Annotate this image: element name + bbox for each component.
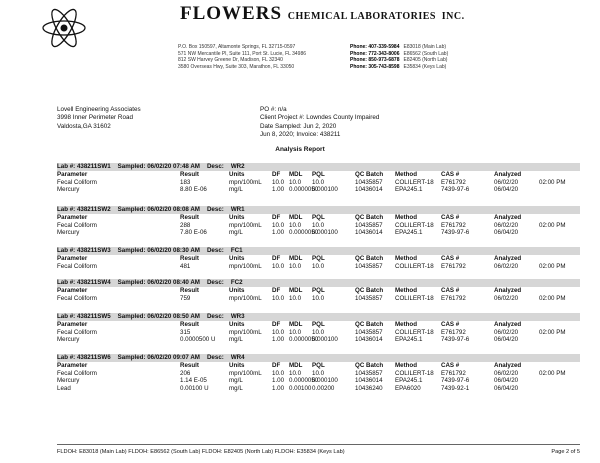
sampled-time: Sampled: 06/02/20 07:48 AM [117, 163, 200, 170]
table-cell: mpn/100mL [229, 328, 262, 336]
column-header: Units [229, 362, 245, 369]
column-header: Analyzed [494, 362, 522, 369]
project-info [260, 106, 379, 139]
table-cell: 10435857 [355, 328, 383, 336]
table-cell: 02:00 PM [539, 178, 566, 186]
column-header: Units [229, 321, 245, 328]
column-header: MDL [289, 214, 303, 221]
table-cell: 10435857 [355, 369, 383, 377]
column-header: PQL [312, 287, 325, 294]
column-header: QC Batch [355, 255, 384, 262]
table-cell: 1.14 E-05 [180, 377, 207, 384]
table-cell: E761792 [441, 178, 466, 186]
column-header: MDL [289, 255, 303, 262]
table-cell: 10.0 [272, 294, 285, 302]
table-cell: 315 [180, 328, 191, 336]
column-header: Result [180, 214, 199, 221]
table-cell: mpn/100mL [229, 369, 262, 377]
client-street: 3998 Inner Perimeter Road [57, 114, 133, 122]
sample-block [57, 163, 580, 194]
lab-number: Lab #: 438211SW3 [57, 247, 111, 254]
table-cell: mg/L [229, 186, 243, 193]
table-cell: 0.00100 U [180, 384, 209, 392]
table-cell: 02:00 PM [539, 328, 566, 336]
table-cell: 06/04/20 [494, 384, 519, 392]
table-cell: E761792 [441, 262, 466, 270]
table-cell: EPA245.1 [395, 336, 423, 343]
sample-block [57, 247, 580, 270]
table-cell: 288 [180, 221, 191, 229]
table-cell: 1.00 [272, 186, 285, 193]
column-header: QC Batch [355, 214, 384, 221]
table-cell: 7439-92-1 [441, 384, 470, 392]
lab-number: Lab #: 438211SW6 [57, 354, 111, 361]
table-cell: 10436014 [355, 186, 383, 193]
table-cell: Fecal Coliform [57, 262, 97, 270]
table-cell: COLILERT-18 [395, 262, 434, 270]
column-header: MDL [289, 362, 303, 369]
lab-number: Lab #: 438211SW4 [57, 279, 111, 286]
address-line: 571 NW Mercantile Pl, Suite 111, Port St. Lucie, FL 34986 [178, 50, 307, 57]
column-header: DF [272, 287, 281, 294]
table-cell: 7439-97-6 [441, 336, 470, 343]
desc-value: FC1 [230, 247, 243, 254]
table-cell: 1.00 [272, 377, 285, 384]
table-cell: 10.0 [272, 328, 285, 336]
sample-header [57, 247, 580, 255]
table-cell: 10436014 [355, 229, 383, 236]
table-cell: 0.0000050 [289, 186, 319, 193]
column-header: MDL [289, 287, 303, 294]
column-header: DF [272, 321, 281, 328]
desc-label: Desc: [206, 206, 224, 213]
table-cell: 10.0 [312, 178, 325, 186]
client-address [57, 106, 141, 131]
table-cell: Mercury [57, 229, 80, 236]
column-header: Parameter [57, 214, 88, 221]
column-header: PQL [312, 321, 325, 328]
table-row [57, 295, 580, 303]
table-cell: 0.000100 [312, 377, 338, 384]
footer-divider [57, 444, 580, 445]
table-cell: 06/02/20 [494, 262, 519, 270]
table-cell: 0.00200 [312, 384, 335, 392]
address-line: P.O. Box 150597, Altamonte Springs, FL 32715-0597 [178, 44, 296, 50]
column-header: DF [272, 171, 281, 178]
column-header-row [57, 287, 580, 295]
table-row [57, 336, 580, 344]
column-header: Analyzed [494, 171, 522, 178]
column-header: Parameter [57, 321, 88, 328]
column-header: QC Batch [355, 321, 384, 328]
column-header: Method [395, 287, 417, 294]
table-cell: 06/02/20 [494, 294, 519, 302]
table-cell: EPA245.1 [395, 229, 423, 236]
column-header: Units [229, 171, 245, 178]
table-cell: mg/L [229, 336, 243, 343]
column-header-row [57, 171, 580, 179]
footer-labs: FLDOH: E83018 (Main Lab) FLDOH: E86562 (South Lab) FLDOH: E82405 (North Lab) FLDOH: E35834 (Keys Lab) [57, 449, 345, 455]
table-cell: 10.0 [272, 178, 285, 186]
table-cell: EPA245.1 [395, 186, 423, 193]
table-cell: mpn/100mL [229, 221, 262, 229]
column-header: Units [229, 214, 245, 221]
desc-label: Desc: [206, 247, 224, 254]
page-number: Page 2 of 5 [551, 449, 580, 455]
table-cell: 0.0000050 [289, 229, 319, 236]
column-header: CAS # [441, 362, 460, 369]
table-cell: 759 [180, 294, 191, 302]
table-cell: mpn/100mL [229, 262, 262, 270]
column-header-row [57, 362, 580, 370]
table-cell: COLILERT-18 [395, 369, 434, 377]
table-cell: 10.0 [312, 262, 325, 270]
column-header-row [57, 321, 580, 329]
table-cell: E761792 [441, 328, 466, 336]
table-row [57, 385, 580, 393]
table-cell: 10.0 [312, 369, 325, 377]
table-row [57, 179, 580, 187]
table-cell: 06/04/20 [494, 186, 519, 193]
table-cell: 10.0 [272, 369, 285, 377]
column-header: Result [180, 362, 199, 369]
table-cell: COLILERT-18 [395, 328, 434, 336]
table-cell: 10.0 [289, 294, 302, 302]
column-header: Parameter [57, 171, 88, 178]
column-header: PQL [312, 214, 325, 221]
table-row [57, 263, 580, 271]
table-cell: Fecal Coliform [57, 294, 97, 302]
column-header: PQL [312, 362, 325, 369]
column-header: CAS # [441, 171, 460, 178]
sampled-time: Sampled: 06/02/20 08:30 AM [117, 247, 200, 254]
sample-header [57, 279, 580, 287]
table-cell: 10435857 [355, 294, 383, 302]
table-cell: 10.0 [289, 221, 302, 229]
phone-line: Phone: 407-339-5984 E83018 (Main Lab) [350, 44, 447, 50]
table-cell: 02:00 PM [539, 221, 566, 229]
column-header: Parameter [57, 255, 88, 262]
table-cell: 10.0 [272, 262, 285, 270]
column-header-row [57, 214, 580, 222]
table-cell: 10.0 [289, 178, 302, 186]
sample-block [57, 206, 580, 237]
table-cell: EPA245.1 [395, 377, 423, 384]
sample-header [57, 313, 580, 321]
table-cell: Fecal Coliform [57, 369, 97, 377]
table-cell: 10436014 [355, 377, 383, 384]
table-cell: 10.0 [289, 328, 302, 336]
column-header: Parameter [57, 287, 88, 294]
phone-line: Phone: 305-743-8598 E35834 (Keys Lab) [350, 63, 447, 70]
phone-line: Phone: 772-343-8006 E86562 (South Lab) [350, 50, 449, 57]
table-cell: 7.80 E-06 [180, 229, 207, 236]
table-cell: 0.000100 [312, 336, 338, 343]
column-header: DF [272, 214, 281, 221]
table-cell: 7439-97-6 [441, 186, 470, 193]
table-cell: 10.0 [289, 262, 302, 270]
table-row [57, 186, 580, 194]
column-header: Result [180, 255, 199, 262]
desc-value: WR3 [230, 313, 245, 320]
table-row [57, 377, 580, 385]
table-cell: 06/02/20 [494, 221, 519, 229]
table-cell: 206 [180, 369, 191, 377]
column-header: Result [180, 287, 199, 294]
column-header: MDL [289, 171, 303, 178]
table-cell: 06/02/20 [494, 328, 519, 336]
desc-value: WR2 [230, 163, 245, 170]
column-header: Parameter [57, 362, 88, 369]
column-header: Method [395, 362, 417, 369]
table-cell: 8.80 E-06 [180, 186, 207, 193]
desc-label: Desc: [206, 279, 224, 286]
table-cell: 10.0 [289, 369, 302, 377]
table-row [57, 370, 580, 378]
table-row [57, 222, 580, 230]
table-cell: Mercury [57, 186, 80, 193]
table-cell: 7439-97-6 [441, 377, 470, 384]
lab-number: Lab #: 438211SW5 [57, 313, 111, 320]
client-city: Valdosta,GA 31602 [57, 122, 111, 130]
phone-line: Phone: 850-973-6878 E82405 (North Lab) [350, 57, 448, 64]
column-header: PQL [312, 171, 325, 178]
company-phones [350, 44, 448, 70]
table-cell: mpn/100mL [229, 178, 262, 186]
table-cell: 183 [180, 178, 191, 186]
table-cell: 06/04/20 [494, 336, 519, 343]
table-cell: 10.0 [312, 328, 325, 336]
table-cell: EPA6020 [395, 384, 421, 392]
column-header: QC Batch [355, 171, 384, 178]
company-logo [40, 6, 88, 50]
company-name: FLOWERS CHEMICAL LABORATORIES INC. [180, 3, 465, 24]
table-cell: 06/04/20 [494, 229, 519, 236]
sampled-time: Sampled: 06/02/20 09:07 AM [117, 354, 200, 361]
table-cell: 10436014 [355, 336, 383, 343]
table-cell: Fecal Coliform [57, 221, 97, 229]
client-project: Client Project #: Lowndes County Impaired [260, 114, 380, 122]
table-cell: 06/02/20 [494, 178, 519, 186]
address-line: 812 SW Harvey Greene Dr, Madison, FL 32340 [178, 57, 283, 64]
table-cell: 10.0 [272, 221, 285, 229]
table-cell: 0.000100 [312, 186, 338, 193]
table-cell: Lead [57, 384, 71, 392]
table-cell: Fecal Coliform [57, 328, 97, 336]
table-row [57, 229, 580, 237]
table-cell: 481 [180, 262, 191, 270]
sample-header [57, 354, 580, 362]
desc-label: Desc: [206, 313, 224, 320]
column-header: MDL [289, 321, 303, 328]
lab-number: Lab #: 438211SW2 [57, 206, 111, 213]
table-cell: mg/L [229, 384, 243, 392]
table-cell: 10435857 [355, 178, 383, 186]
table-cell: COLILERT-18 [395, 178, 434, 186]
table-cell: 10436240 [355, 384, 383, 392]
address-line: 3580 Overseas Hwy, Suite 303, Marathon, FL 33050 [178, 63, 295, 70]
column-header: PQL [312, 255, 325, 262]
table-cell: 06/04/20 [494, 377, 519, 384]
table-cell: 10435857 [355, 262, 383, 270]
table-cell: mg/L [229, 229, 243, 236]
invoice-line: Jun 8, 2020; Invoice: 438211 [260, 130, 341, 138]
table-cell: 0.00100 [289, 384, 312, 392]
column-header: Method [395, 214, 417, 221]
table-cell: mpn/100mL [229, 294, 262, 302]
table-cell: 0.0000500 U [180, 336, 216, 343]
table-cell: 1.00 [272, 336, 285, 343]
column-header: CAS # [441, 321, 460, 328]
sampled-time: Sampled: 06/02/20 08:50 AM [117, 313, 200, 320]
table-cell: COLILERT-18 [395, 294, 434, 302]
column-header: Method [395, 171, 417, 178]
table-cell: E761792 [441, 221, 466, 229]
desc-label: Desc: [206, 354, 224, 361]
column-header: Result [180, 321, 199, 328]
column-header: DF [272, 362, 281, 369]
sample-header [57, 163, 580, 171]
column-header: Analyzed [494, 287, 522, 294]
column-header: Method [395, 321, 417, 328]
sample-block [57, 279, 580, 302]
table-cell: 02:00 PM [539, 294, 566, 302]
table-cell: 0.000100 [312, 229, 338, 236]
po-number: PO #: n/a [260, 106, 287, 113]
date-sampled: Date Sampled: Jun 2, 2020 [260, 122, 337, 130]
table-cell: E761792 [441, 369, 466, 377]
table-cell: mg/L [229, 377, 243, 384]
column-header: Analyzed [494, 321, 522, 328]
column-header: Analyzed [494, 214, 522, 221]
sample-header [57, 206, 580, 214]
table-cell: 7439-97-6 [441, 229, 470, 236]
table-cell: 06/02/20 [494, 369, 519, 377]
table-cell: Mercury [57, 336, 80, 343]
table-cell: 10435857 [355, 221, 383, 229]
column-header: DF [272, 255, 281, 262]
lab-number: Lab #: 438211SW1 [57, 163, 111, 170]
table-cell: 0.0000050 [289, 336, 319, 343]
column-header: CAS # [441, 287, 460, 294]
desc-value: WR1 [230, 206, 245, 213]
table-cell: 02:00 PM [539, 369, 566, 377]
column-header: Method [395, 255, 417, 262]
table-cell: 10.0 [312, 221, 325, 229]
desc-value: WR4 [230, 354, 245, 361]
table-cell: E761792 [441, 294, 466, 302]
column-header: CAS # [441, 255, 460, 262]
column-header: QC Batch [355, 362, 384, 369]
table-cell: COLILERT-18 [395, 221, 434, 229]
table-row [57, 329, 580, 337]
table-cell: 02:00 PM [539, 262, 566, 270]
column-header: Result [180, 171, 199, 178]
report-title: Analysis Report [275, 146, 325, 153]
table-cell: 10.0 [312, 294, 325, 302]
company-addresses [178, 44, 306, 70]
sampled-time: Sampled: 06/02/20 08:40 AM [117, 279, 200, 286]
sampled-time: Sampled: 06/02/20 08:08 AM [117, 206, 200, 213]
table-cell: 1.00 [272, 229, 285, 236]
client-name: Lovell Engineering Associates [57, 106, 141, 113]
column-header: Analyzed [494, 255, 522, 262]
table-cell: 0.0000050 [289, 377, 319, 384]
table-cell: Fecal Coliform [57, 178, 97, 186]
desc-label: Desc: [206, 163, 224, 170]
column-header: QC Batch [355, 287, 384, 294]
sample-block [57, 313, 580, 344]
column-header: Units [229, 287, 245, 294]
column-header: CAS # [441, 214, 460, 221]
sample-block [57, 354, 580, 392]
column-header: Units [229, 255, 245, 262]
table-cell: 1.00 [272, 384, 285, 392]
desc-value: FC2 [230, 279, 243, 286]
column-header-row [57, 255, 580, 263]
table-cell: Mercury [57, 377, 80, 384]
